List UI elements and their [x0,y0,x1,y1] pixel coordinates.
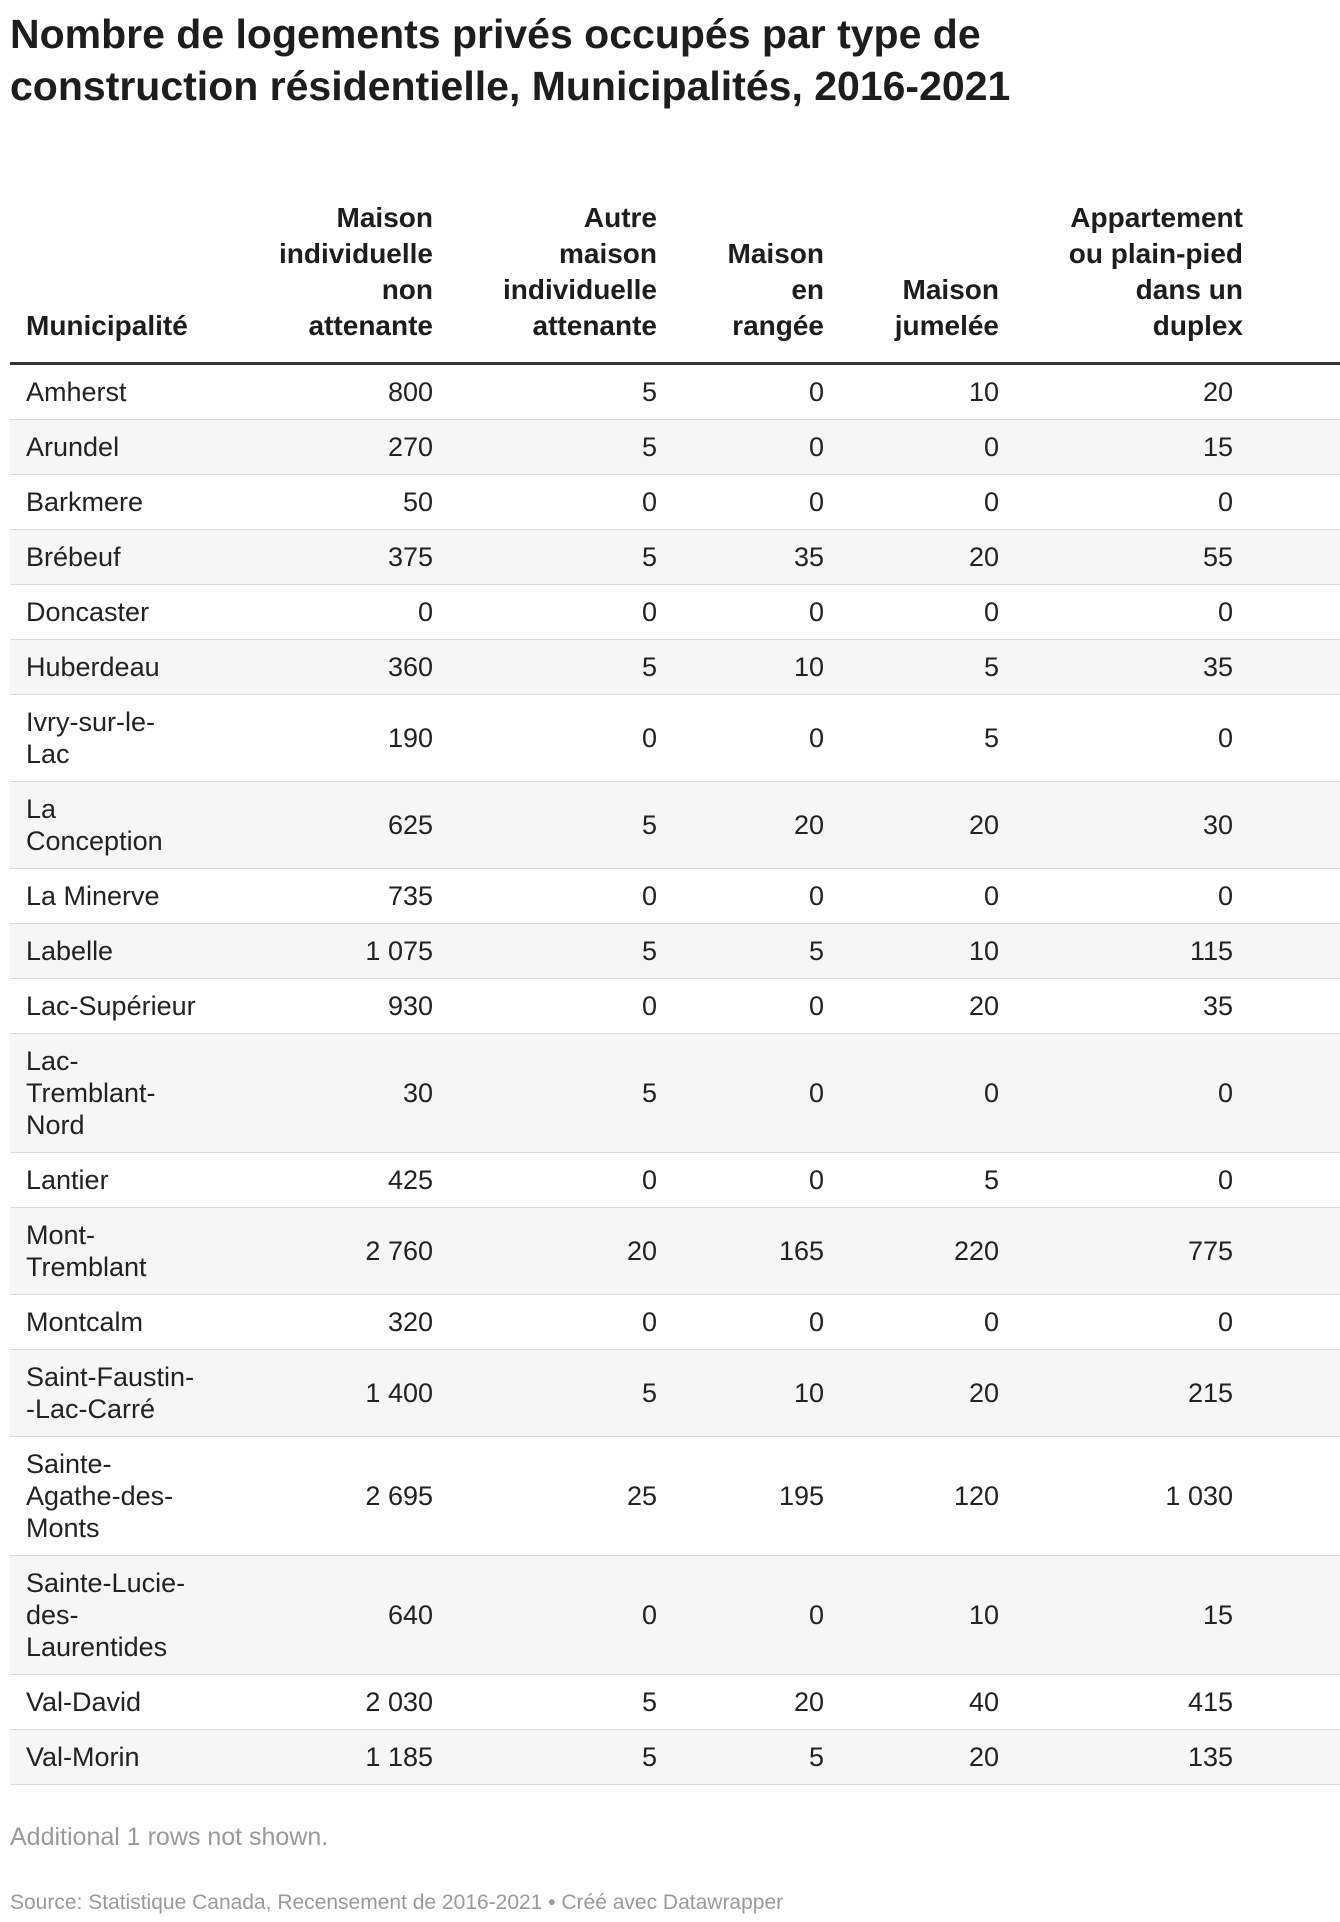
cell-value: 20 [824,782,999,869]
cell-value-text: 30 [1202,810,1233,840]
table-body [10,364,1340,1785]
cell-value: 5 [824,695,999,782]
cell-value: 270 [205,420,433,475]
table-row [10,1208,1340,1295]
cell-value [999,1208,1340,1295]
cell-value: 165 [657,1208,824,1295]
cell-value-text: 0 [1217,1078,1233,1108]
cell-value: 0 [824,1295,999,1350]
cell-value: 0 [657,979,824,1034]
cell-value-text: 115 [1189,936,1233,966]
table-row [10,420,1340,475]
cell-value: 5 [433,782,657,869]
cell-value: 5 [433,1350,657,1437]
cell-value-text: 55 [1202,542,1233,572]
cell-value: 0 [433,869,657,924]
cell-value: 190 [205,695,433,782]
cell-municipalite: Barkmere [10,475,205,530]
cell-value: 0 [433,1556,657,1675]
cell-value: 20 [657,1675,824,1730]
cell-value: 10 [824,364,999,420]
cell-value [999,695,1340,782]
cell-value-text: 15 [1202,1600,1233,1630]
cell-value-text: 415 [1187,1687,1233,1717]
table-row [10,475,1340,530]
cell-value: 5 [433,640,657,695]
table-row [10,530,1340,585]
cell-value: 10 [657,1350,824,1437]
cell-value: 360 [205,640,433,695]
cell-municipalite: Arundel [10,420,205,475]
cell-value: 195 [657,1437,824,1556]
cell-value: 640 [205,1556,433,1675]
table-row [10,979,1340,1034]
cell-value: 5 [433,364,657,420]
cell-municipalite: Montcalm [10,1295,205,1350]
table-row [10,1675,1340,1730]
cell-value: 0 [433,695,657,782]
column-header-autre-maison[interactable]: Autre maison individuelle attenante [433,188,657,364]
cell-value: 0 [824,1034,999,1153]
cell-value: 0 [433,1295,657,1350]
cell-value: 50 [205,475,433,530]
cell-municipalite: Val-David [10,1675,205,1730]
cell-value: 0 [824,585,999,640]
column-header-municipalite[interactable]: Municipalité [10,188,205,364]
cell-value: 20 [824,530,999,585]
cell-value [999,869,1340,924]
cell-value [999,475,1340,530]
cell-value: 2 695 [205,1437,433,1556]
cell-value: 0 [433,1153,657,1208]
table-row [10,1034,1340,1153]
data-table-container [10,188,1243,1785]
table-row [10,1437,1340,1556]
cell-value-text: 0 [1217,597,1233,627]
table-row [10,782,1340,869]
cell-value [999,585,1340,640]
cell-value [999,1153,1340,1208]
cell-municipalite: Doncaster [10,585,205,640]
cell-value: 0 [824,869,999,924]
cell-value: 0 [657,1295,824,1350]
cell-value: 20 [824,1730,999,1785]
cell-value: 1 185 [205,1730,433,1785]
cell-value: 20 [657,782,824,869]
cell-value: 25 [433,1437,657,1556]
header-row [10,188,1340,364]
cell-value: 0 [433,475,657,530]
cell-value: 20 [824,979,999,1034]
cell-value: 5 [657,924,824,979]
cell-value [999,1556,1340,1675]
cell-municipalite: La Minerve [10,869,205,924]
cell-value: 375 [205,530,433,585]
cell-value-text: 0 [1217,723,1233,753]
cell-value: 5 [433,530,657,585]
cell-value-text: 0 [1217,487,1233,517]
cell-value [999,1437,1340,1556]
cell-municipalite: Amherst [10,364,205,420]
cell-value: 0 [433,979,657,1034]
cell-value [999,420,1340,475]
column-header-maison-jumelee[interactable]: Maison jumelée [824,188,999,364]
cell-municipalite: Val-Morin [10,1730,205,1785]
cell-value: 35 [657,530,824,585]
cell-value: 0 [657,585,824,640]
source-footer: Source: Statistique Canada, Recensement de 2016-2021 • Créé avec Datawrapper [10,1891,784,1914]
cell-value [999,782,1340,869]
column-header-maison-rangee[interactable]: Maison en rangée [657,188,824,364]
cell-municipalite: Lac-Tremblant-Nord [10,1034,205,1153]
cell-value [999,530,1340,585]
table-row [10,1350,1340,1437]
cell-value: 10 [657,640,824,695]
cell-value: 5 [433,1675,657,1730]
cell-municipalite: La Conception [10,782,205,869]
cell-value: 0 [657,475,824,530]
cell-value [999,640,1340,695]
cell-value: 0 [657,1556,824,1675]
cell-municipalite: Lac-Supérieur [10,979,205,1034]
table-row [10,1295,1340,1350]
cell-value: 0 [657,420,824,475]
cell-value [999,364,1340,420]
cell-value-text: 1 030 [1165,1481,1233,1511]
cell-value: 5 [433,924,657,979]
cell-municipalite: Labelle [10,924,205,979]
cell-value: 120 [824,1437,999,1556]
cell-value-text: 215 [1187,1378,1233,1408]
cell-value-text: 0 [1217,1307,1233,1337]
table-row [10,695,1340,782]
table-row [10,1153,1340,1208]
cell-value: 0 [657,1034,824,1153]
cell-value: 930 [205,979,433,1034]
cell-value: 30 [205,1034,433,1153]
cell-value: 5 [824,640,999,695]
cell-value: 320 [205,1295,433,1350]
table-row [10,869,1340,924]
cell-municipalite: Huberdeau [10,640,205,695]
cell-value-text: 35 [1202,652,1233,682]
cell-value [999,1675,1340,1730]
rows-not-shown-note: Additional 1 rows not shown. [10,1823,329,1851]
column-header-appartement-duplex[interactable]: Appartement ou plain-pied dans un duplex [999,188,1340,364]
cell-value-text: 20 [1202,377,1233,407]
column-header-maison-individuelle[interactable]: Maison individuelle non attenante [205,188,433,364]
cell-value [999,1730,1340,1785]
cell-value-text: 35 [1202,991,1233,1021]
cell-value: 425 [205,1153,433,1208]
cell-value [999,1350,1340,1437]
cell-value: 20 [824,1350,999,1437]
cell-value: 2 760 [205,1208,433,1295]
cell-value: 0 [824,475,999,530]
table-row [10,1730,1340,1785]
cell-municipalite: Mont-Tremblant [10,1208,205,1295]
cell-value: 20 [433,1208,657,1295]
cell-value: 2 030 [205,1675,433,1730]
cell-value [999,979,1340,1034]
cell-value: 0 [657,364,824,420]
cell-value: 1 075 [205,924,433,979]
cell-municipalite: Ivry-sur-le-Lac [10,695,205,782]
cell-municipalite: Sainte-Agathe-des-Monts [10,1437,205,1556]
cell-value: 5 [824,1153,999,1208]
cell-value: 5 [657,1730,824,1785]
cell-value: 220 [824,1208,999,1295]
cell-value-text: 0 [1217,1165,1233,1195]
cell-value: 0 [657,695,824,782]
table-row [10,364,1340,420]
cell-value-text: 0 [1217,881,1233,911]
cell-value: 5 [433,420,657,475]
cell-municipalite: Brébeuf [10,530,205,585]
chart-title: Nombre de logements privés occupés par type de construction résidentielle, Municipalités, 2016-2021 [10,11,1011,109]
cell-value: 5 [433,1034,657,1153]
table-row [10,924,1340,979]
cell-value: 0 [433,585,657,640]
table-row [10,640,1340,695]
cell-value: 10 [824,1556,999,1675]
cell-value: 0 [657,869,824,924]
cell-value-text: 15 [1202,432,1233,462]
cell-value: 735 [205,869,433,924]
data-table [10,188,1340,1785]
cell-value: 0 [205,585,433,640]
cell-value: 0 [657,1153,824,1208]
cell-value-text: 775 [1187,1236,1233,1266]
cell-value: 800 [205,364,433,420]
cell-value: 5 [433,1730,657,1785]
cell-municipalite: Lantier [10,1153,205,1208]
cell-value: 10 [824,924,999,979]
cell-municipalite: Saint-Faustin--Lac-Carré [10,1350,205,1437]
cell-municipalite: Sainte-Lucie-des-Laurentides [10,1556,205,1675]
table-row [10,1556,1340,1675]
cell-value [999,1295,1340,1350]
cell-value-text: 135 [1187,1742,1233,1772]
cell-value: 0 [824,420,999,475]
cell-value [999,924,1340,979]
cell-value: 625 [205,782,433,869]
cell-value: 1 400 [205,1350,433,1437]
table-row [10,585,1340,640]
cell-value [999,1034,1340,1153]
cell-value: 40 [824,1675,999,1730]
